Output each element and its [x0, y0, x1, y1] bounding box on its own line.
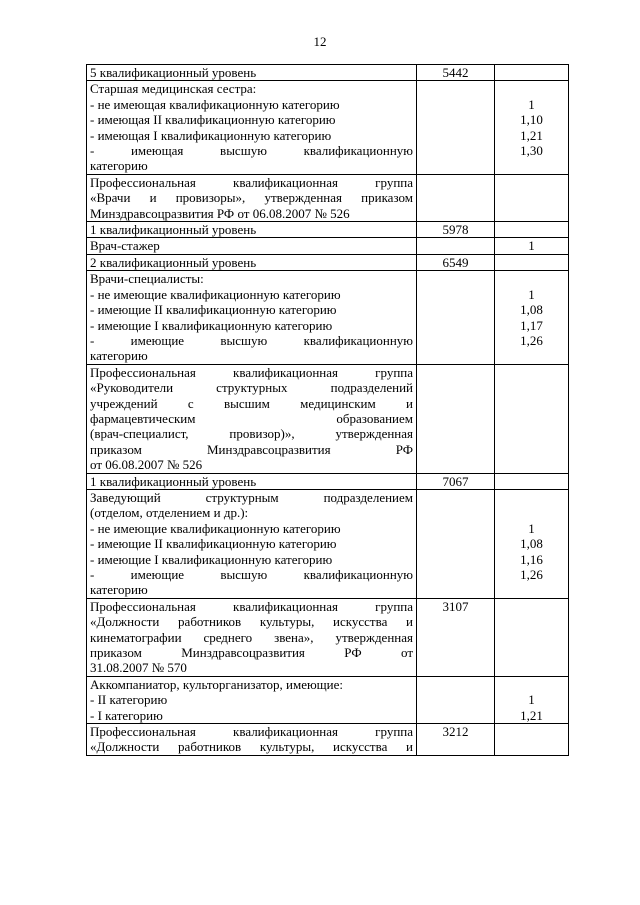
category-item: - имеющая I квалификационную категорию	[90, 127, 332, 143]
coefficient-value: 1,17	[520, 317, 543, 333]
table-row	[87, 598, 569, 676]
category-item: - имеющие I квалификационную категорию	[90, 317, 333, 333]
coefficient-value: 1,26	[520, 332, 543, 348]
group-line: от 06.08.2007 № 526	[90, 457, 203, 473]
coefficient-cell: 1	[495, 238, 569, 254]
table-row	[87, 65, 569, 81]
table-row	[87, 238, 569, 254]
salary-cell	[417, 676, 495, 723]
coefficient-cell	[495, 81, 569, 174]
table-row	[87, 676, 569, 723]
salary-cell: 6549	[417, 254, 495, 270]
group-line: Профессиональная квалификационная группа	[90, 364, 413, 380]
group-line: Профессиональная квалификационная группа	[90, 174, 413, 190]
group-line: «Должности работников культуры, искусства и	[90, 739, 413, 755]
category-item: - имеющая II квалификационную категорию	[90, 112, 336, 128]
salary-cell: 3107	[417, 598, 495, 676]
category-item: - имеющие высшую квалификационную	[90, 567, 413, 582]
coefficient-value: 1	[528, 286, 535, 302]
salary-cell: 7067	[417, 473, 495, 489]
coefficient-cell	[495, 65, 569, 81]
category-item: - имеющая высшую квалификационную	[90, 143, 413, 159]
category-item: - имеющие I квалификационную категорию	[90, 551, 333, 567]
coefficient-cell	[495, 724, 569, 756]
salary-cell	[417, 489, 495, 598]
group-line: приказом Минздравсоцразвития РФ от	[90, 645, 413, 661]
salary-cell	[417, 81, 495, 174]
salary-cell: 5442	[417, 65, 495, 81]
coefficient-value: 1	[528, 692, 535, 708]
table-row	[87, 364, 569, 473]
coefficient-cell	[495, 174, 569, 221]
table-row	[87, 489, 569, 598]
coefficient-value: 1,08	[520, 536, 543, 552]
coefficient-value: 1,30	[520, 143, 543, 159]
group-line: фармацевтическим образованием	[90, 410, 413, 426]
table-row	[87, 174, 569, 221]
coefficient-value: 1,26	[520, 567, 543, 582]
group-heading-cell	[87, 364, 417, 473]
position-cell: 5 квалификационный уровень	[87, 65, 417, 81]
position-cell	[87, 271, 417, 364]
position-line: (отделом, отделением и др.):	[90, 505, 249, 521]
group-line: кинематографии среднего звена», утвержденная	[90, 629, 413, 645]
group-line: Профессиональная квалификационная группа	[90, 724, 413, 740]
group-heading-cell	[87, 598, 417, 676]
category-item: - имеющие высшую квалификационную	[90, 332, 413, 348]
group-line: 31.08.2007 № 570	[90, 660, 187, 676]
qualification-table	[86, 64, 569, 756]
table-row	[87, 81, 569, 174]
position-cell: Врач-стажер	[87, 238, 417, 254]
category-item: категорию	[90, 582, 148, 598]
coefficient-value: 1,16	[520, 551, 543, 567]
coefficient-cell	[495, 676, 569, 723]
coefficient-cell	[495, 271, 569, 364]
group-line: приказом Минздравсоцразвития РФ	[90, 441, 413, 457]
category-item: категорию	[90, 348, 148, 364]
category-item: - имеющие II квалификационную категорию	[90, 536, 337, 552]
salary-cell	[417, 364, 495, 473]
group-line: учреждений с высшим медицинским и	[90, 395, 413, 411]
table-row	[87, 222, 569, 238]
coefficient-value: 1,21	[520, 707, 543, 723]
coefficient-cell	[495, 222, 569, 238]
coefficient-value: 1	[528, 520, 535, 536]
category-item: категорию	[90, 158, 148, 174]
position-line: Аккомпаниатор, культорганизатор, имеющие:	[90, 676, 344, 692]
salary-cell: 3212	[417, 724, 495, 756]
salary-cell	[417, 174, 495, 221]
position-cell: 1 квалификационный уровень	[87, 222, 417, 238]
position-line: Заведующий структурным подразделением	[90, 489, 413, 505]
row-title: Врачи-специалисты:	[90, 271, 204, 287]
category-item: - не имеющие квалификационную категорию	[90, 286, 341, 302]
coefficient-value: 1,08	[520, 302, 543, 318]
category-item: - не имеющая квалификационную категорию	[90, 96, 340, 112]
group-line: «Врачи и провизоры», утвержденная приказом	[90, 190, 413, 206]
position-cell	[87, 676, 417, 723]
position-cell: 1 квалификационный уровень	[87, 473, 417, 489]
table-row	[87, 724, 569, 756]
table-row	[87, 473, 569, 489]
coefficient-cell	[495, 598, 569, 676]
coefficient-cell	[495, 364, 569, 473]
group-line: Профессиональная квалификационная группа	[90, 598, 413, 614]
salary-cell: 5978	[417, 222, 495, 238]
position-cell	[87, 489, 417, 598]
coefficient-value: 1,10	[520, 112, 543, 128]
group-line: «Руководители структурных подразделений	[90, 380, 413, 396]
table-row	[87, 254, 569, 270]
group-line: «Должности работников культуры, искусства и	[90, 614, 413, 630]
position-cell: 2 квалификационный уровень	[87, 254, 417, 270]
category-item: - II категорию	[90, 692, 168, 708]
row-title: Старшая медицинская сестра:	[90, 81, 257, 97]
category-item: - не имеющие квалификационную категорию	[90, 520, 341, 536]
table-row	[87, 271, 569, 364]
coefficient-cell	[495, 489, 569, 598]
group-line: Минздравсоцразвития РФ от 06.08.2007 № 526	[90, 205, 350, 221]
coefficient-value: 1	[528, 96, 535, 112]
coefficient-cell	[495, 254, 569, 270]
position-cell	[87, 81, 417, 174]
group-heading-cell	[87, 174, 417, 221]
group-heading-cell	[87, 724, 417, 756]
category-item: - имеющие II квалификационную категорию	[90, 302, 337, 318]
category-item: - I категорию	[90, 707, 163, 723]
group-line: (врач-специалист, провизор)», утвержденная	[90, 426, 413, 442]
salary-cell	[417, 238, 495, 254]
coefficient-value: 1,21	[520, 127, 543, 143]
coefficient-cell	[495, 473, 569, 489]
salary-cell	[417, 271, 495, 364]
page-number: 12	[313, 34, 327, 49]
